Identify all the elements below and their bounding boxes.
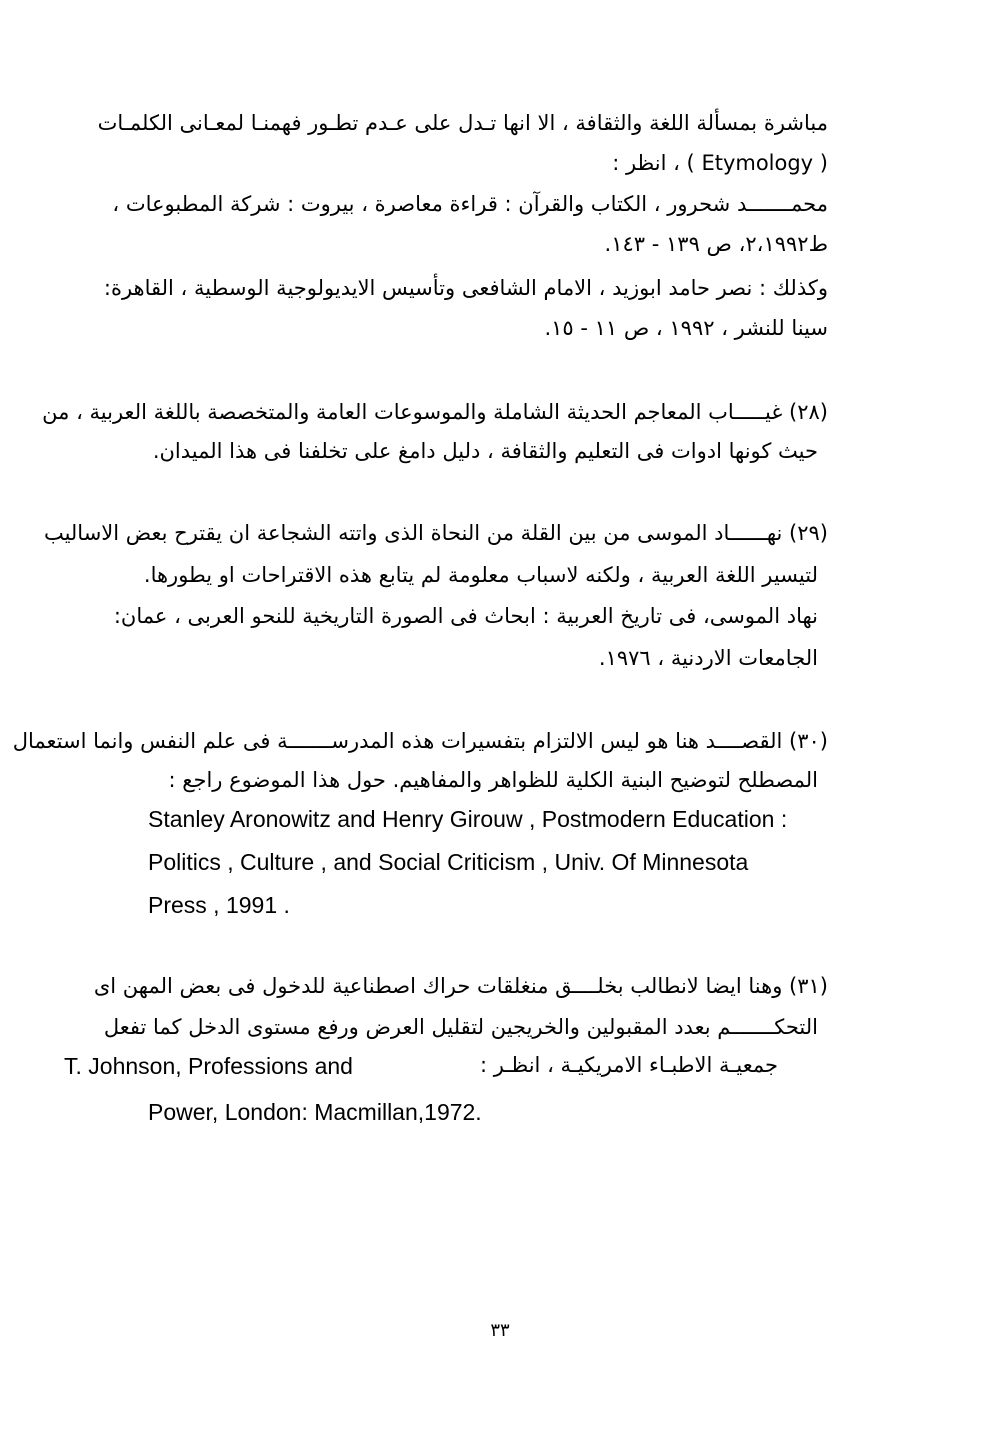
note-28-line-2: حيث كونها ادوات فى التعليم والثقافة ، دليل دامغ على تخلفنا فى هذا الميدان. <box>152 439 818 463</box>
note-30-ref-line-2: Politics , Culture , and Social Criticism , Univ. Of Minnesota <box>148 849 749 875</box>
note-29-line-4: الجامعات الاردنية ، ١٩٧٦. <box>598 646 818 670</box>
note-cont-line-6: سينا للنشر ، ١٩٩٢ ، ص ١١ - ١٥. <box>544 316 828 340</box>
note-30-ref-line-3: Press , 1991 . <box>148 892 290 918</box>
note-31-line-3-english: T. Johnson, Professions and <box>64 1053 353 1079</box>
note-cont-line-4: ط٢،١٩٩٢، ص ١٣٩ - ١٤٣. <box>604 232 828 256</box>
note-cont-line-3: محمـــــــد شحرور ، الكتاب والقرآن : قراءة معاصرة ، بيروت : شركة المطبوعات ، <box>112 192 828 216</box>
note-cont-line-5: وكذلك : نصر حامد ابوزيد ، الامام الشافعى وتأسيس الايديولوجية الوسطية ، القاهرة: <box>103 276 828 300</box>
note-31-mixed-line <box>64 1053 778 1087</box>
note-30-ref-line-1: Stanley Aronowitz and Henry Girouw , Postmodern Education : <box>148 806 788 832</box>
note-30-line-2: المصطلح لتوضيح البنية الكلية للظواهر والمفاهيم. حول هذا الموضوع راجع : <box>168 768 818 792</box>
page-number: ٣٣ <box>490 1320 510 1341</box>
note-29-line-1: (٢٩) نهــــــاد الموسى من بين القلة من النحاة الذى واتته الشجاعة ان يقترح بعض الاساليب <box>43 521 828 545</box>
note-31-ref-line-2: Power, London: Macmillan,1972. <box>148 1099 482 1125</box>
note-30-line-1: (٣٠) القصــــد هنا هو ليس الالتزام بتفسيرات هذه المدرســـــــة فى علم النفس وانما استعمال <box>12 729 828 753</box>
note-cont-line-1: مباشرة بمسألة اللغة والثقافة ، الا انها تـدل على عـدم تطـور فهمنـا لمعـانى الكلمـات <box>97 111 828 135</box>
note-28-line-1: (٢٨) غيـــــاب المعاجم الحديثة الشاملة والموسوعات العامة والمتخصصة باللغة العربية ، من <box>42 400 828 424</box>
note-31-line-3-arabic: جمعيـة الاطبـاء الامريكيـة ، انظـر : <box>480 1053 778 1077</box>
note-cont-line-2: ( Etymology ) ، انظر : <box>612 151 828 175</box>
note-31-line-1: (٣١) وهنا ايضا لانطالب بخلــــق منغلقات حراك اصطناعية للدخول فى بعض المهن اى <box>93 974 828 998</box>
note-31-line-2: التحكـــــــم بعدد المقبولين والخريجين لتقليل العرض ورفع مستوى الدخل كما تفعل <box>103 1015 818 1039</box>
note-29-line-3: نهاد الموسى، فى تاريخ العربية : ابحاث فى الصورة التاريخية للنحو العربى ، عمان: <box>113 604 818 628</box>
note-29-line-2: لتيسير اللغة العربية ، ولكنه لاسباب معلومة لم يتابع هذه الاقتراحات او يطورها. <box>143 563 818 587</box>
